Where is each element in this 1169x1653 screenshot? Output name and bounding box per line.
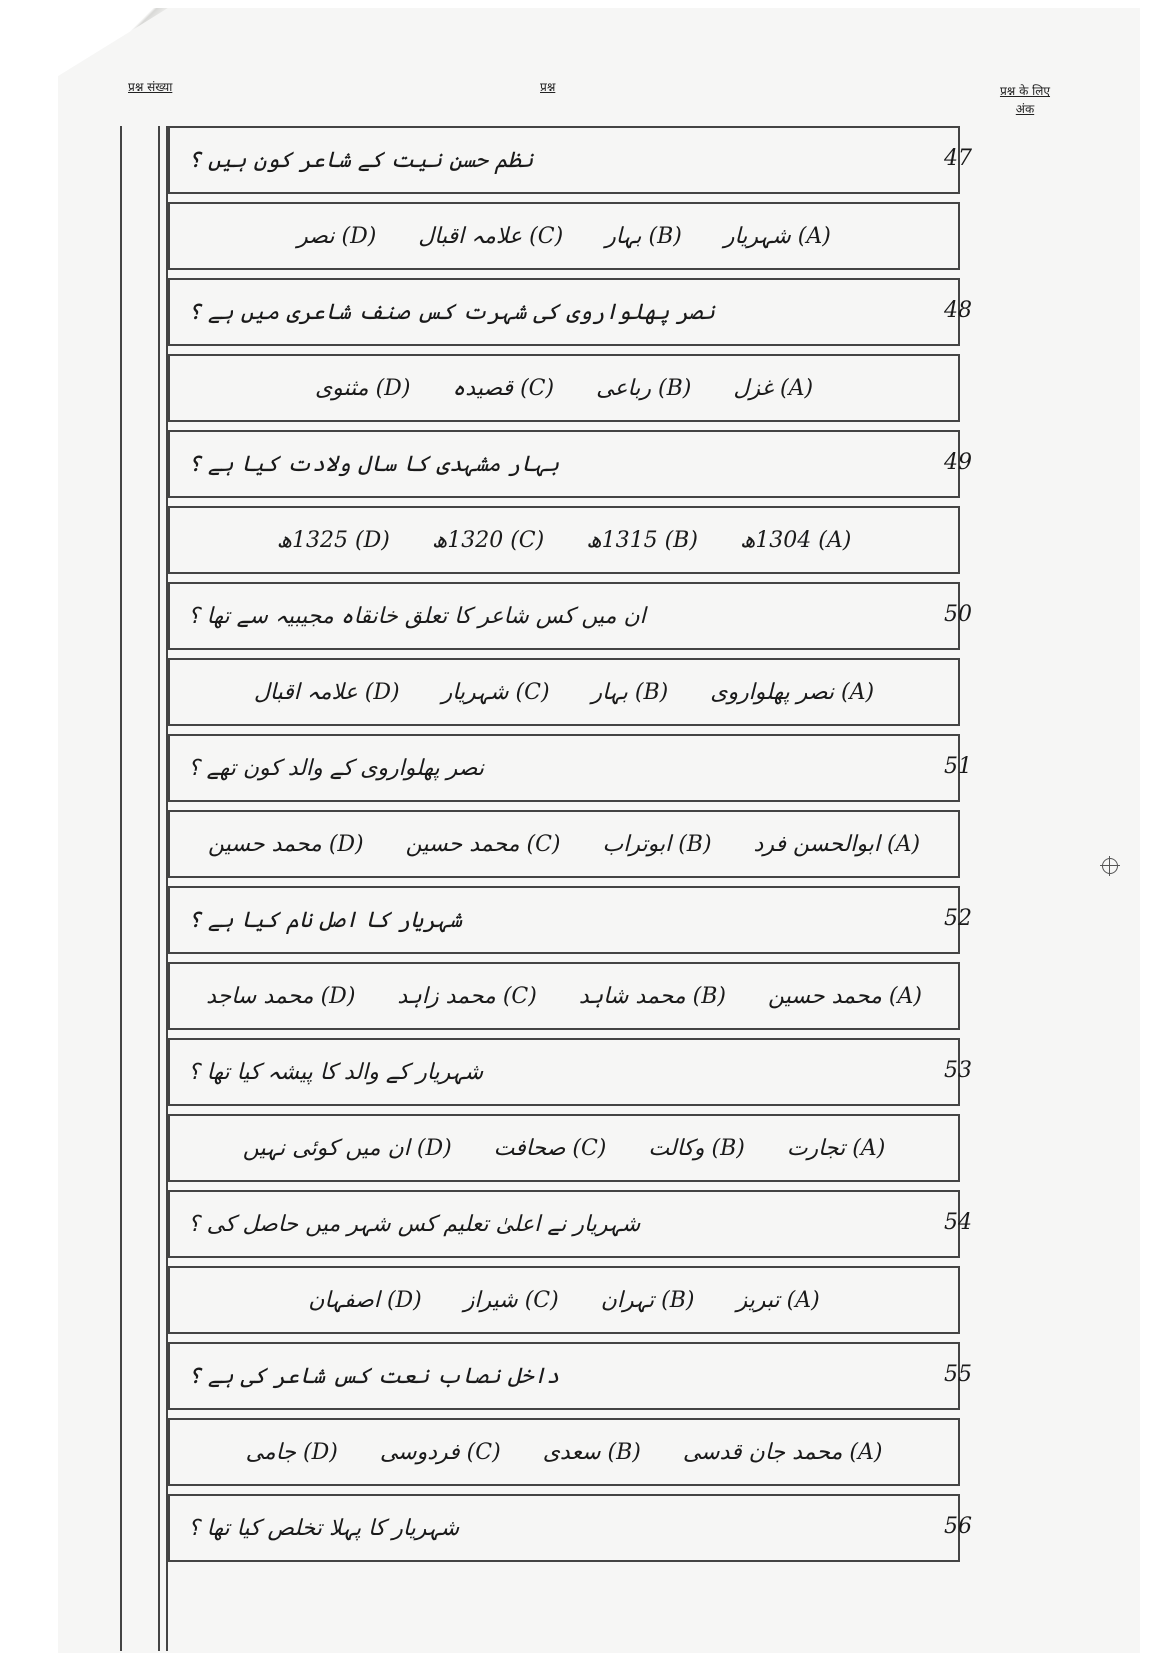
answer-option: (C) 1320ھ	[431, 527, 545, 553]
answer-option: (D) محمد ساجد	[206, 983, 356, 1009]
answer-option: (C) شہریار	[441, 679, 550, 705]
question-text: بہار مشہدی کا سال ولادت کیا ہے ؟	[188, 451, 560, 477]
question-number: 55	[944, 1362, 972, 1387]
question-number: 47	[944, 146, 972, 171]
question-row	[168, 1190, 960, 1258]
question-text: شہریار کے والد کا پیشہ کیا تھا ؟	[188, 1059, 484, 1085]
question-text: نصر پھلواروی کے والد کون تھے ؟	[188, 755, 484, 781]
question-text: شہریار نے اعلیٰ تعلیم کس شہر میں حاصل کی ؟	[188, 1211, 641, 1237]
options-row	[168, 810, 960, 878]
question-number: 50	[944, 602, 972, 627]
answer-option: (C) قصیدہ	[452, 375, 555, 401]
answer-option: (D) جامی	[245, 1439, 338, 1465]
answer-option: (B) ابوتراب	[602, 831, 712, 857]
table-left-border	[120, 126, 122, 1651]
question-text: نظم حسن نیت کے شاعر کون ہیں ؟	[188, 147, 534, 173]
answer-option: (A) نصر پھلواروی	[710, 679, 875, 705]
answer-option: (D) اصفہان	[308, 1287, 422, 1313]
options-row	[168, 202, 960, 270]
answer-option: (C) شیراز	[463, 1287, 559, 1313]
answer-option: (A) ابوالحسن فرد	[753, 831, 921, 857]
answer-option: (D) 1325ھ	[276, 527, 390, 553]
answer-option: (B) سعدی	[542, 1439, 641, 1465]
answer-option: (C) محمد زاہد	[397, 983, 537, 1009]
header-question: प्रश्न	[540, 80, 556, 94]
question-number: 48	[944, 298, 972, 323]
answer-option: (D) ان میں کوئی نہیں	[242, 1135, 452, 1161]
options-row	[168, 962, 960, 1030]
header-question-number	[128, 78, 172, 96]
question-text: نصر پھلواروی کی شہرت کس صنف شاعری میں ہے ؟	[188, 299, 716, 325]
question-number: 53	[944, 1058, 972, 1083]
options-row	[168, 354, 960, 422]
answer-option: (D) مثنوی	[314, 375, 411, 401]
answer-option: (C) علامہ اقبال	[418, 223, 564, 249]
question-row	[168, 886, 960, 954]
answer-option: (A) محمد جان قدسی	[682, 1439, 883, 1465]
question-row	[168, 582, 960, 650]
question-number: 56	[944, 1514, 972, 1539]
question-text: شہریار کا پہلا تخلص کیا تھا ؟	[188, 1515, 460, 1541]
answer-option: (B) وکالت	[648, 1135, 745, 1161]
question-text: داخل نصاب نعت کس شاعر کی ہے ؟	[188, 1363, 560, 1389]
answer-option: (C) صحافت	[493, 1135, 607, 1161]
answer-option: (A) تجارت	[786, 1135, 886, 1161]
answer-option: (D) محمد حسین	[207, 831, 364, 857]
options-row	[168, 1418, 960, 1486]
question-number: 51	[944, 754, 972, 779]
answer-option: (B) تہران	[600, 1287, 695, 1313]
answer-option: (D) علامہ اقبال	[253, 679, 400, 705]
header-marks: प्रश्न के लिए अंक	[999, 84, 1051, 116]
answer-option: (C) فردوسی	[379, 1439, 501, 1465]
question-row	[168, 126, 960, 194]
question-row	[168, 1038, 960, 1106]
answer-option: (B) رباعی	[596, 375, 692, 401]
table-column-divider	[158, 126, 160, 1651]
answer-option: (A) شہریار	[723, 223, 831, 249]
answer-option: (A) تبریز	[736, 1287, 820, 1313]
question-row	[168, 1494, 960, 1562]
options-row	[168, 658, 960, 726]
question-row	[168, 430, 960, 498]
header-number-label: प्रश्न संख्या	[128, 80, 173, 94]
question-number: 52	[944, 906, 972, 931]
answer-option: (A) محمد حسین	[768, 983, 922, 1009]
question-row	[168, 278, 960, 346]
options-row	[168, 506, 960, 574]
answer-option: (B) بہار	[605, 223, 682, 249]
answer-option: (A) 1304ھ	[739, 527, 852, 553]
options-row	[168, 1266, 960, 1334]
question-row	[168, 734, 960, 802]
question-text: شہریار کا اصل نام کیا ہے ؟	[188, 907, 462, 933]
answer-option: (D) نصر	[297, 223, 377, 249]
answer-option: (B) 1315ھ	[586, 527, 698, 553]
answer-option: (C) محمد حسین	[405, 831, 561, 857]
question-row	[168, 1342, 960, 1410]
question-number: 54	[944, 1210, 972, 1235]
answer-option: (A) غزل	[733, 375, 814, 401]
options-row	[168, 1114, 960, 1182]
answer-option: (B) بہار	[591, 679, 669, 705]
question-text: ان میں کس شاعر کا تعلق خانقاہ مجیبیہ سے تھا ؟	[188, 603, 646, 629]
registration-mark-icon	[1102, 858, 1118, 874]
question-table	[120, 126, 992, 1651]
answer-option: (B) محمد شاہد	[578, 983, 727, 1009]
question-number: 49	[944, 450, 972, 475]
